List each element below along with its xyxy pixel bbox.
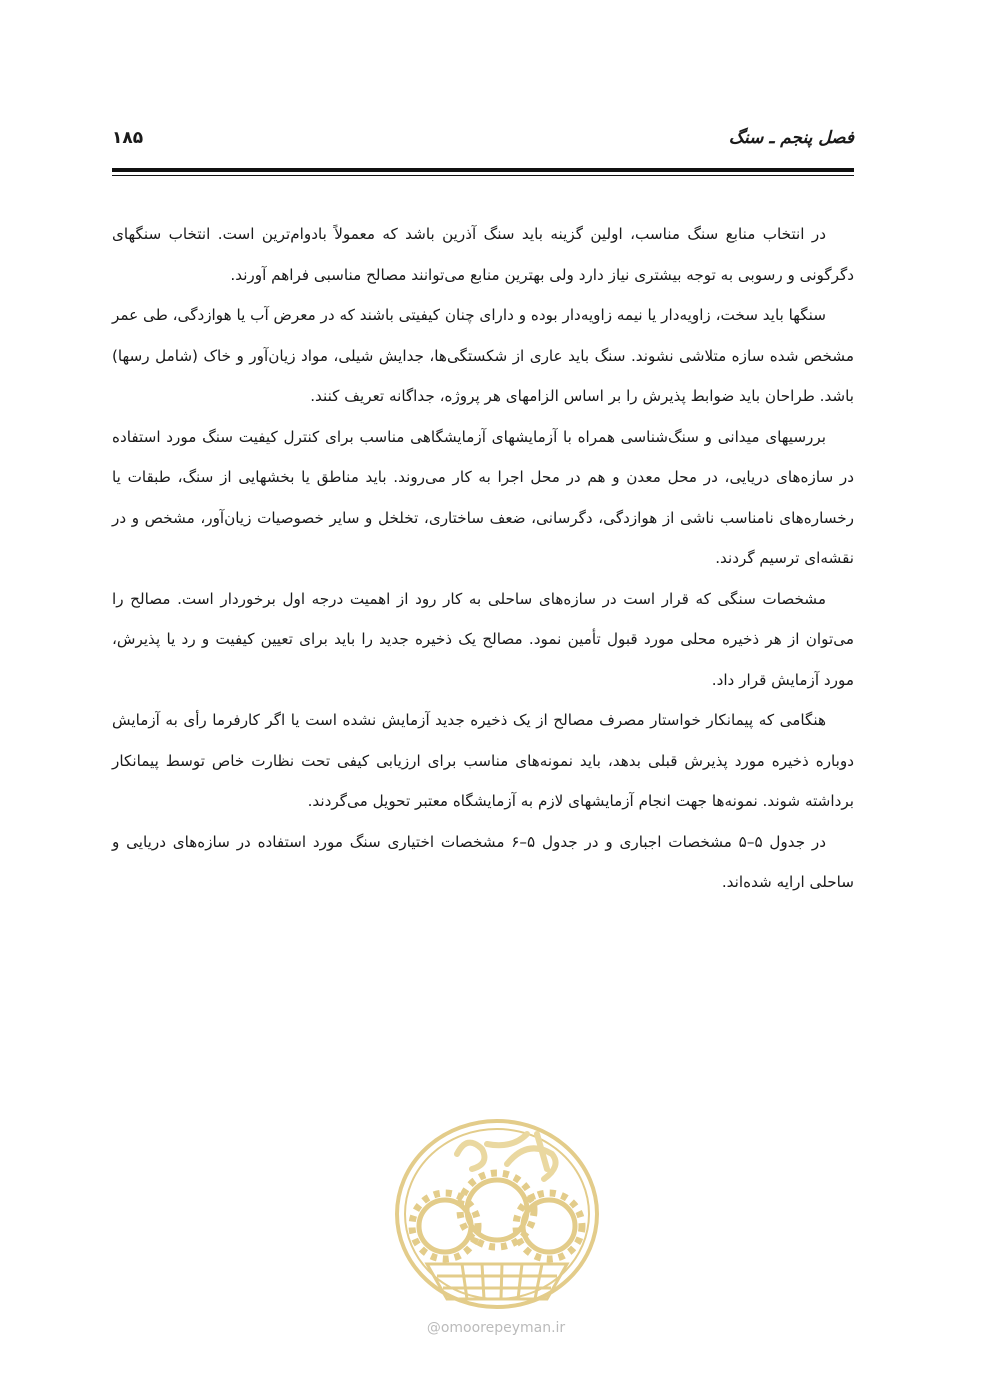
watermark-mark-icon: @ — [426, 1320, 441, 1336]
watermark-logo — [387, 1114, 607, 1314]
page-header — [112, 128, 854, 158]
paragraph-2: سنگها باید سخت، زاویه‌دار یا نیمه زاویه‌دار بوده و دارای چنان کیفیتی باشند که در معرض آب یا هوازدگی، طی عمر مشخص شده سازه متلاشی نشوند. سنگ باید عاری از شکستگی‌ها، جدایش شیلی، مواد زیان‌آور و خاک (شامل رسها) باشد. طراحان باید ضوابط پذیرش را بر اساس الزامهای هر پروژه، جداگانه تعریف کنند. — [112, 306, 854, 405]
body-text — [112, 214, 854, 903]
header-rule-thick — [112, 168, 854, 172]
chapter-title: فصل پنجم ـ سنگ — [728, 128, 854, 148]
paragraph-1: در انتخاب منابع سنگ مناسب، اولین گزینه باید سنگ آذرین باشد که معمولاً بادوام‌ترین است. انتخاب سنگهای دگرگونی و رسوبی به توجه بیشتری نیاز دارد ولی بهترین منابع می‌توانند مصالح مناسبی فراهم آورند. — [112, 225, 854, 284]
paragraph-5: هنگامی که پیمانکار خواستار مصرف مصالح از یک ذخیره جدید آزمایش نشده است یا اگر کارفرما رأی به آزمایش دوباره ذخیره مورد پذیرش قبلی بدهد، باید نمونه‌های مناسب برای ارزیابی کیفی تحت نظارت خاص توسط پیمانکار برداشته شوند. نمونه‌ها جهت انجام آزمایشهای لازم به آزمایشگاه معتبر تحویل می‌گردند. — [112, 711, 854, 810]
header-rule-thin — [112, 175, 854, 176]
omoorepeyman-seal-icon — [387, 1114, 607, 1314]
page-number: ۱۸۵ — [112, 128, 144, 148]
watermark-url-text: omoorepeyman.ir — [440, 1320, 566, 1336]
paragraph-3: بررسیهای میدانی و سنگ‌شناسی همراه با آزمایشهای آزمایشگاهی مناسب برای کنترل کیفیت سنگ مورد استفاده در سازه‌های دریایی، در محل معدن و هم در محل اجرا به کار می‌روند. باید مناطق یا بخشهایی از سنگ، طبقات یا رخساره‌های نامناسب ناشی از هوازدگی، دگرسانی، ضعف ساختاری، تخلخل و سایر خصوصیات زیان‌آور، مشخص و در نقشه‌ای ترسیم گردند. — [112, 427, 854, 567]
paragraph-4: مشخصات سنگی که قرار است در سازه‌های ساحلی به کار رود از اهمیت درجه اول برخوردار است. مصالح را می‌توان از هر ذخیره محلی مورد قبول تأمین نمود. مصالح یک ذخیره جدید را باید برای تعیین کیفیت و رد یا پذیرش، مورد آزمایش قرار داد. — [112, 589, 854, 689]
watermark-url — [396, 1320, 596, 1336]
paragraph-6: در جدول ۵–۵ مشخصات اجباری و در جدول ۵–۶ مشخصات اختیاری سنگ مورد استفاده در سازه‌های دریایی و ساحلی ارایه شده‌اند. — [112, 832, 854, 891]
